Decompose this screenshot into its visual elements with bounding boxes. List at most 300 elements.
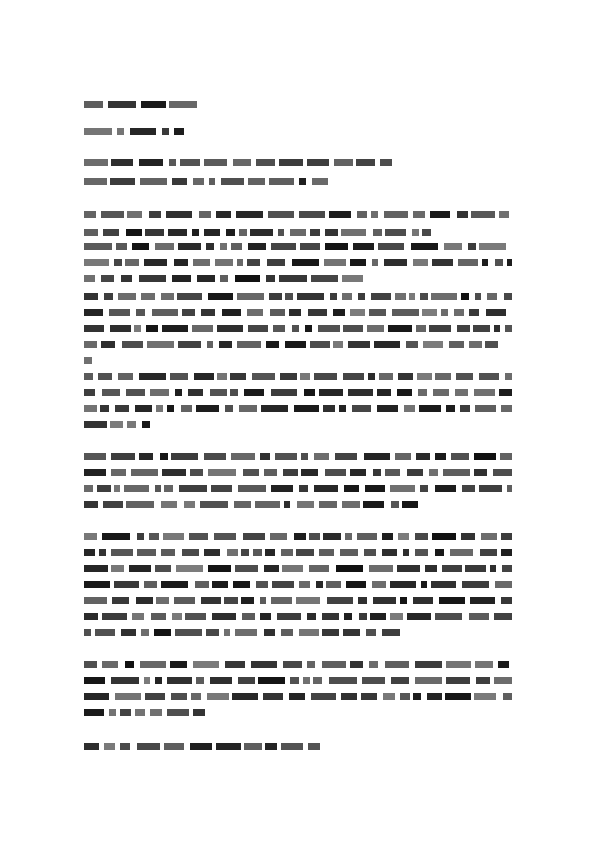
word-mark bbox=[476, 677, 490, 684]
word-mark bbox=[222, 309, 241, 316]
word-mark bbox=[182, 309, 195, 316]
word-mark bbox=[368, 373, 375, 380]
word-mark bbox=[494, 325, 500, 332]
word-mark bbox=[216, 211, 231, 218]
word-mark bbox=[248, 243, 266, 250]
word-mark bbox=[145, 229, 164, 236]
word-mark bbox=[125, 661, 134, 668]
word-mark bbox=[425, 565, 437, 572]
word-mark bbox=[175, 629, 202, 636]
word-mark bbox=[420, 293, 428, 300]
word-mark bbox=[114, 581, 139, 588]
word-mark bbox=[474, 389, 495, 396]
word-mark bbox=[139, 373, 166, 380]
word-mark bbox=[336, 565, 363, 572]
note-line-1 bbox=[84, 159, 392, 166]
word-mark bbox=[137, 533, 144, 540]
word-mark bbox=[111, 453, 135, 460]
word-mark bbox=[429, 325, 451, 332]
word-mark bbox=[235, 275, 260, 282]
word-mark bbox=[314, 373, 337, 380]
word-mark bbox=[301, 469, 318, 476]
word-mark bbox=[312, 178, 328, 185]
word-mark bbox=[271, 389, 297, 396]
paragraph-2-line-2 bbox=[84, 259, 512, 266]
word-mark bbox=[111, 469, 126, 476]
word-mark bbox=[318, 325, 340, 332]
word-mark bbox=[130, 128, 156, 135]
word-mark bbox=[422, 309, 437, 316]
word-mark bbox=[140, 178, 167, 185]
word-mark bbox=[311, 275, 338, 282]
word-mark bbox=[296, 549, 314, 556]
word-mark bbox=[443, 469, 470, 476]
word-mark bbox=[102, 533, 130, 540]
word-mark bbox=[102, 389, 120, 396]
word-mark bbox=[308, 309, 327, 316]
word-mark bbox=[161, 293, 174, 300]
word-mark bbox=[400, 693, 410, 700]
paragraph-5-line-3 bbox=[84, 485, 512, 492]
word-mark bbox=[486, 309, 506, 316]
word-mark bbox=[342, 275, 363, 282]
word-mark bbox=[233, 159, 251, 166]
paragraph-7-line-4 bbox=[84, 709, 205, 716]
word-mark bbox=[352, 405, 371, 412]
word-mark bbox=[140, 661, 166, 668]
word-mark bbox=[103, 501, 123, 508]
word-mark bbox=[265, 743, 277, 750]
word-mark bbox=[481, 533, 497, 540]
word-mark bbox=[84, 565, 108, 572]
word-mark bbox=[271, 243, 296, 250]
word-mark bbox=[344, 613, 352, 620]
word-mark bbox=[84, 501, 98, 508]
word-mark bbox=[493, 469, 512, 476]
word-mark bbox=[102, 613, 127, 620]
word-mark bbox=[299, 211, 325, 218]
word-mark bbox=[238, 677, 255, 684]
word-mark bbox=[341, 693, 357, 700]
word-mark bbox=[419, 405, 441, 412]
word-mark bbox=[442, 565, 462, 572]
paragraph-7-line-1 bbox=[84, 661, 512, 668]
word-mark bbox=[329, 211, 351, 218]
word-mark bbox=[495, 581, 512, 588]
word-mark bbox=[115, 693, 141, 700]
word-mark bbox=[268, 211, 294, 218]
word-mark bbox=[168, 229, 187, 236]
word-mark bbox=[479, 373, 499, 380]
word-mark bbox=[150, 709, 162, 716]
word-mark bbox=[330, 293, 337, 300]
paragraph-6-line-5 bbox=[84, 597, 512, 604]
word-mark bbox=[367, 325, 384, 332]
word-mark bbox=[239, 405, 257, 412]
word-mark bbox=[273, 325, 285, 332]
word-mark bbox=[217, 325, 243, 332]
word-mark bbox=[501, 597, 512, 604]
word-mark bbox=[391, 677, 409, 684]
word-mark bbox=[299, 485, 308, 492]
word-mark bbox=[280, 373, 297, 380]
word-mark bbox=[232, 693, 258, 700]
word-mark bbox=[289, 309, 301, 316]
word-mark bbox=[494, 677, 512, 684]
word-mark bbox=[264, 629, 275, 636]
word-mark bbox=[307, 613, 316, 620]
word-mark bbox=[264, 469, 277, 476]
word-mark bbox=[494, 613, 512, 620]
word-mark bbox=[217, 373, 227, 380]
paragraph-6-line-1 bbox=[84, 533, 512, 540]
word-mark bbox=[230, 389, 238, 396]
header-line-2 bbox=[84, 128, 190, 135]
word-mark bbox=[155, 565, 171, 572]
word-mark bbox=[84, 581, 110, 588]
word-mark bbox=[212, 581, 228, 588]
word-mark bbox=[225, 661, 245, 668]
word-mark bbox=[255, 501, 280, 508]
word-mark bbox=[167, 405, 174, 412]
word-mark bbox=[84, 309, 103, 316]
word-mark bbox=[151, 613, 166, 620]
word-mark bbox=[110, 325, 131, 332]
word-mark bbox=[427, 693, 442, 700]
word-mark bbox=[178, 243, 201, 250]
word-mark bbox=[395, 293, 406, 300]
paragraph-6-line-4 bbox=[84, 581, 512, 588]
word-mark bbox=[348, 341, 370, 348]
word-mark bbox=[301, 453, 308, 460]
word-mark bbox=[191, 693, 201, 700]
paragraph-6-line-2 bbox=[84, 549, 512, 556]
word-mark bbox=[84, 469, 106, 476]
word-mark bbox=[461, 293, 469, 300]
word-mark bbox=[345, 533, 352, 540]
word-mark bbox=[505, 373, 512, 380]
paragraph-4-line-1 bbox=[84, 373, 512, 380]
word-mark bbox=[193, 661, 219, 668]
word-mark bbox=[371, 211, 378, 218]
word-mark bbox=[346, 581, 366, 588]
word-mark bbox=[322, 629, 339, 636]
word-mark bbox=[435, 373, 451, 380]
word-mark bbox=[122, 341, 143, 348]
word-mark bbox=[124, 485, 149, 492]
word-mark bbox=[129, 565, 151, 572]
word-mark bbox=[390, 613, 403, 620]
word-mark bbox=[457, 325, 470, 332]
word-mark bbox=[219, 341, 232, 348]
word-mark bbox=[104, 293, 113, 300]
word-mark bbox=[132, 243, 149, 250]
word-mark bbox=[200, 501, 228, 508]
word-mark bbox=[498, 661, 509, 668]
word-mark bbox=[429, 469, 438, 476]
word-mark bbox=[341, 229, 366, 236]
word-mark bbox=[363, 501, 384, 508]
word-mark bbox=[324, 259, 346, 266]
word-mark bbox=[172, 178, 187, 185]
word-mark bbox=[110, 421, 123, 428]
word-mark bbox=[371, 293, 391, 300]
word-mark bbox=[174, 259, 188, 266]
word-mark bbox=[132, 613, 144, 620]
word-mark bbox=[374, 341, 400, 348]
word-mark bbox=[350, 469, 366, 476]
word-mark bbox=[444, 243, 462, 250]
word-mark bbox=[84, 613, 98, 620]
word-mark bbox=[432, 533, 456, 540]
word-mark bbox=[385, 229, 406, 236]
word-mark bbox=[369, 309, 386, 316]
word-mark bbox=[470, 597, 495, 604]
word-mark bbox=[342, 501, 360, 508]
word-mark bbox=[435, 453, 446, 460]
word-mark bbox=[343, 629, 360, 636]
word-mark bbox=[236, 211, 263, 218]
word-mark bbox=[504, 293, 512, 300]
word-mark bbox=[118, 373, 133, 380]
word-mark bbox=[111, 549, 133, 556]
word-mark bbox=[475, 293, 481, 300]
word-mark bbox=[84, 549, 95, 556]
word-mark bbox=[115, 405, 129, 412]
word-mark bbox=[263, 693, 283, 700]
word-mark bbox=[362, 677, 385, 684]
word-mark bbox=[397, 565, 420, 572]
word-mark bbox=[507, 259, 512, 266]
word-mark bbox=[84, 293, 98, 300]
word-mark bbox=[209, 178, 215, 185]
word-mark bbox=[84, 743, 99, 750]
word-mark bbox=[241, 597, 254, 604]
word-mark bbox=[431, 581, 456, 588]
word-mark bbox=[385, 661, 409, 668]
word-mark bbox=[141, 101, 166, 108]
word-mark bbox=[461, 533, 475, 540]
word-mark bbox=[270, 309, 285, 316]
word-mark bbox=[169, 159, 176, 166]
word-mark bbox=[395, 453, 411, 460]
word-mark bbox=[474, 469, 487, 476]
word-mark bbox=[175, 389, 182, 396]
word-mark bbox=[181, 405, 192, 412]
word-mark bbox=[156, 405, 163, 412]
word-mark bbox=[391, 501, 399, 508]
paragraph-6-line-6 bbox=[84, 613, 512, 620]
word-mark bbox=[415, 549, 428, 556]
word-mark bbox=[84, 453, 106, 460]
paragraph-3-line-3 bbox=[84, 325, 512, 332]
word-mark bbox=[166, 211, 192, 218]
word-mark bbox=[156, 597, 169, 604]
word-mark bbox=[272, 581, 294, 588]
word-mark bbox=[474, 693, 496, 700]
word-mark bbox=[325, 243, 348, 250]
word-mark bbox=[377, 405, 398, 412]
word-mark bbox=[365, 485, 385, 492]
word-mark bbox=[296, 597, 320, 604]
word-mark bbox=[116, 243, 127, 250]
word-mark bbox=[292, 259, 319, 266]
word-mark bbox=[507, 485, 512, 492]
word-mark bbox=[179, 485, 207, 492]
word-mark bbox=[267, 259, 285, 266]
word-mark bbox=[194, 373, 214, 380]
paragraph-4-line-4 bbox=[84, 421, 150, 428]
word-mark bbox=[323, 405, 335, 412]
word-mark bbox=[190, 469, 203, 476]
word-mark bbox=[101, 341, 115, 348]
word-mark bbox=[212, 613, 236, 620]
word-mark bbox=[120, 743, 130, 750]
word-mark bbox=[235, 629, 257, 636]
word-mark bbox=[234, 501, 251, 508]
word-mark bbox=[243, 533, 265, 540]
paragraph-4-line-2 bbox=[84, 389, 512, 396]
word-mark bbox=[84, 101, 103, 108]
word-mark bbox=[185, 613, 206, 620]
word-mark bbox=[256, 159, 275, 166]
word-mark bbox=[256, 581, 268, 588]
word-mark bbox=[214, 533, 236, 540]
word-mark bbox=[195, 581, 209, 588]
word-mark bbox=[350, 309, 365, 316]
word-mark bbox=[84, 259, 109, 266]
word-mark bbox=[303, 677, 310, 684]
word-mark bbox=[172, 613, 182, 620]
word-mark bbox=[111, 565, 124, 572]
word-mark bbox=[279, 275, 307, 282]
word-mark bbox=[192, 229, 199, 236]
word-mark bbox=[125, 259, 139, 266]
word-mark bbox=[248, 325, 268, 332]
word-mark bbox=[350, 661, 363, 668]
word-mark bbox=[407, 613, 431, 620]
word-mark bbox=[412, 229, 419, 236]
word-mark bbox=[109, 709, 116, 716]
word-mark bbox=[373, 469, 381, 476]
word-mark bbox=[121, 629, 136, 636]
word-mark bbox=[270, 533, 287, 540]
word-mark bbox=[384, 259, 407, 266]
word-mark bbox=[415, 661, 442, 668]
word-mark bbox=[206, 243, 214, 250]
word-mark bbox=[149, 533, 159, 540]
word-mark bbox=[238, 485, 266, 492]
word-mark bbox=[435, 485, 456, 492]
word-mark bbox=[411, 243, 438, 250]
word-mark bbox=[398, 373, 413, 380]
word-mark bbox=[84, 709, 104, 716]
word-mark bbox=[417, 373, 432, 380]
word-mark bbox=[162, 469, 186, 476]
word-mark bbox=[100, 405, 109, 412]
word-mark bbox=[193, 259, 210, 266]
word-mark bbox=[462, 581, 489, 588]
word-mark bbox=[403, 549, 409, 556]
word-mark bbox=[372, 581, 386, 588]
word-mark bbox=[460, 405, 470, 412]
word-mark bbox=[266, 341, 279, 348]
word-mark bbox=[227, 549, 238, 556]
word-mark bbox=[152, 309, 178, 316]
word-mark bbox=[469, 613, 489, 620]
word-mark bbox=[114, 259, 122, 266]
word-mark bbox=[281, 629, 293, 636]
word-mark bbox=[163, 533, 184, 540]
word-mark bbox=[215, 259, 233, 266]
word-mark bbox=[319, 389, 343, 396]
word-mark bbox=[221, 178, 244, 185]
word-mark bbox=[432, 259, 453, 266]
word-mark bbox=[290, 229, 306, 236]
word-mark bbox=[390, 581, 416, 588]
word-mark bbox=[445, 693, 471, 700]
word-mark bbox=[418, 389, 427, 396]
word-mark bbox=[103, 229, 119, 236]
word-mark bbox=[196, 405, 219, 412]
word-mark bbox=[421, 581, 427, 588]
word-mark bbox=[479, 485, 502, 492]
word-mark bbox=[398, 533, 409, 540]
word-mark bbox=[372, 259, 378, 266]
word-mark bbox=[413, 597, 433, 604]
word-mark bbox=[465, 565, 486, 572]
word-mark bbox=[277, 613, 301, 620]
word-mark bbox=[475, 661, 493, 668]
word-mark bbox=[162, 325, 188, 332]
word-mark bbox=[210, 677, 232, 684]
word-mark bbox=[204, 229, 220, 236]
paragraph-6-line-7 bbox=[84, 629, 404, 636]
word-mark bbox=[292, 325, 299, 332]
word-mark bbox=[344, 485, 359, 492]
word-mark bbox=[176, 565, 203, 572]
word-mark bbox=[285, 341, 306, 348]
word-mark bbox=[145, 693, 165, 700]
word-mark bbox=[343, 325, 363, 332]
word-mark bbox=[160, 453, 168, 460]
word-mark bbox=[170, 661, 187, 668]
word-mark bbox=[299, 629, 319, 636]
word-mark bbox=[305, 325, 312, 332]
word-mark bbox=[413, 693, 421, 700]
word-mark bbox=[271, 485, 293, 492]
word-mark bbox=[84, 178, 107, 185]
word-mark bbox=[136, 597, 153, 604]
word-mark bbox=[487, 293, 497, 300]
word-mark bbox=[333, 341, 343, 348]
word-mark bbox=[109, 309, 130, 316]
word-mark bbox=[314, 453, 329, 460]
word-mark bbox=[139, 159, 163, 166]
word-mark bbox=[358, 597, 367, 604]
word-mark bbox=[146, 325, 158, 332]
word-mark bbox=[177, 293, 202, 300]
word-mark bbox=[114, 485, 120, 492]
word-mark bbox=[364, 549, 376, 556]
word-mark bbox=[224, 629, 230, 636]
word-mark bbox=[248, 178, 265, 185]
word-mark bbox=[192, 325, 213, 332]
word-mark bbox=[230, 373, 246, 380]
word-mark bbox=[310, 341, 330, 348]
word-mark bbox=[126, 389, 145, 396]
word-mark bbox=[84, 389, 95, 396]
